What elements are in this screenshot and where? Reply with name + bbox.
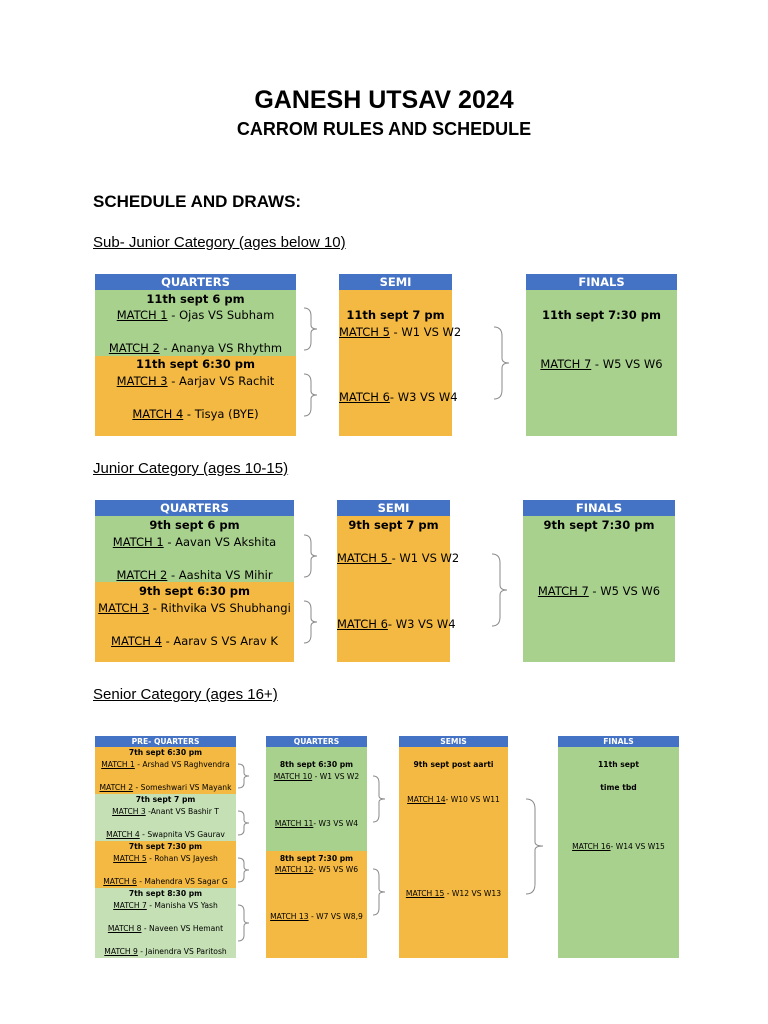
senior-match-1: MATCH 1 - Arshad VS Raghvendra [101, 760, 230, 769]
page-title: GANESH UTSAV 2024 [254, 86, 514, 114]
senior-match-5: MATCH 5 - Rohan VS Jayesh [113, 854, 218, 863]
senior-semis-block [399, 747, 508, 958]
junior-quarters-header: QUARTERS [95, 500, 294, 516]
senior-quarters-header: QUARTERS [266, 736, 367, 747]
junior-bracket-connector-3 [492, 554, 512, 626]
junior-match-2: MATCH 2 - Aashita VS Mihir [116, 568, 273, 582]
senior-bracket-connector-7 [526, 799, 548, 894]
senior-finals-time-2: time tbd [600, 783, 637, 792]
sub-junior-match-6: MATCH 6- W3 VS W4 [339, 390, 458, 404]
sub-junior-match-4: MATCH 4 - Tisya (BYE) [132, 407, 259, 421]
junior-match-6: MATCH 6- W3 VS W4 [337, 617, 456, 631]
senior-pre-time-4: 7th sept 8:30 pm [128, 889, 203, 898]
sub-junior-quarters-time-2: 11th sept 6:30 pm [136, 357, 255, 371]
senior-quarters-time-2: 8th sept 7:30 pm [279, 854, 354, 863]
senior-match-13: MATCH 13 - W7 VS W8,9 [270, 912, 363, 921]
senior-match-14: MATCH 14- W10 VS W11 [407, 795, 500, 804]
senior-match-8: MATCH 8 - Naveen VS Hemant [107, 924, 224, 933]
senior-bracket-connector-6 [373, 869, 393, 915]
senior-match-10: MATCH 10 - W1 VS W2 [273, 772, 360, 781]
sub-junior-finals-header: FINALS [526, 274, 677, 290]
senior-pre-time-1: 7th sept 6:30 pm [128, 748, 203, 757]
senior-match-4: MATCH 4 - Swapnita VS Gaurav [106, 830, 225, 839]
sub-junior-quarters-header: QUARTERS [95, 274, 296, 290]
junior-match-5: MATCH 5 - W1 VS W2 [337, 551, 460, 565]
senior-bracket-connector-1 [238, 764, 258, 788]
sub-junior-match-2: MATCH 2 - Ananya VS Rhythm [108, 341, 283, 355]
senior-match-12: MATCH 12- W5 VS W6 [274, 865, 359, 874]
senior-match-9: MATCH 9 - Jainendra VS Paritosh [104, 947, 227, 956]
junior-category-label: Junior Category (ages 10-15) [93, 460, 289, 477]
senior-category-label: Senior Category (ages 16+) [93, 686, 278, 703]
sub-junior-bracket-connector-3 [494, 327, 514, 399]
senior-match-6: MATCH 6 - Mahendra VS Sagar G [103, 877, 228, 886]
sub-junior-match-7: MATCH 7 - W5 VS W6 [540, 357, 663, 371]
sub-junior-quarters-time-1: 11th sept 6 pm [146, 292, 245, 306]
senior-match-3: MATCH 3 -Anant VS Bashir T [112, 807, 219, 816]
junior-match-3: MATCH 3 - Rithvika VS Shubhangi [98, 601, 291, 615]
senior-pre-time-3: 7th sept 7:30 pm [128, 842, 203, 851]
junior-bracket-connector-1 [304, 535, 324, 577]
senior-bracket-connector-4 [238, 905, 258, 941]
junior-semi-header: SEMI [337, 500, 450, 516]
junior-bracket-connector-2 [304, 601, 324, 643]
page-subtitle: CARROM RULES AND SCHEDULE [236, 119, 532, 139]
senior-finals-block [558, 747, 679, 958]
junior-match-4: MATCH 4 - Aarav S VS Arav K [111, 634, 278, 648]
junior-quarters-time-1: 9th sept 6 pm [149, 518, 240, 532]
senior-semis-header: SEMIS [399, 736, 508, 747]
senior-match-7: MATCH 7 - Manisha VS Yash [113, 901, 218, 910]
sub-junior-bracket-connector-1 [304, 308, 324, 350]
senior-match-16: MATCH 16- W14 VS W15 [572, 842, 665, 851]
junior-finals-time: 9th sept 7:30 pm [543, 518, 655, 532]
senior-match-15: MATCH 15 - W12 VS W13 [405, 889, 502, 898]
senior-finals-header: FINALS [558, 736, 679, 747]
sub-junior-semi-header: SEMI [339, 274, 452, 290]
senior-quarters-time-1: 8th sept 6:30 pm [279, 760, 354, 769]
junior-finals-header: FINALS [523, 500, 675, 516]
sub-junior-category-label: Sub- Junior Category (ages below 10) [93, 234, 346, 251]
senior-bracket-connector-5 [373, 776, 393, 822]
senior-bracket-connector-2 [238, 811, 258, 835]
senior-match-11: MATCH 11- W3 VS W4 [274, 819, 359, 828]
sub-junior-match-3: MATCH 3 - Aarjav VS Rachit [116, 374, 275, 388]
junior-match-7: MATCH 7 - W5 VS W6 [537, 584, 661, 598]
sub-junior-bracket-connector-2 [304, 374, 324, 416]
sub-junior-match-1: MATCH 1 - Ojas VS Subham [116, 308, 275, 322]
senior-pre-time-2: 7th sept 7 pm [135, 795, 196, 804]
senior-pre-quarters-header: PRE- QUARTERS [95, 736, 236, 747]
sub-junior-match-5: MATCH 5 - W1 VS W2 [339, 325, 462, 339]
junior-semi-time: 9th sept 7 pm [348, 518, 439, 532]
junior-semi-block [337, 516, 460, 662]
junior-match-1: MATCH 1 - Aavan VS Akshita [112, 535, 277, 549]
senior-match-2: MATCH 2 - Someshwari VS Mayank [99, 783, 232, 792]
junior-quarters-time-2: 9th sept 6:30 pm [139, 584, 250, 598]
sub-junior-semi-time: 11th sept 7 pm [346, 308, 445, 322]
sub-junior-finals-time: 11th sept 7:30 pm [542, 308, 661, 322]
senior-finals-time-1: 11th sept [598, 760, 639, 769]
section-heading: SCHEDULE AND DRAWS: [93, 192, 302, 211]
senior-semis-time: 9th sept post aarti [413, 760, 494, 769]
senior-bracket-connector-3 [238, 858, 258, 882]
